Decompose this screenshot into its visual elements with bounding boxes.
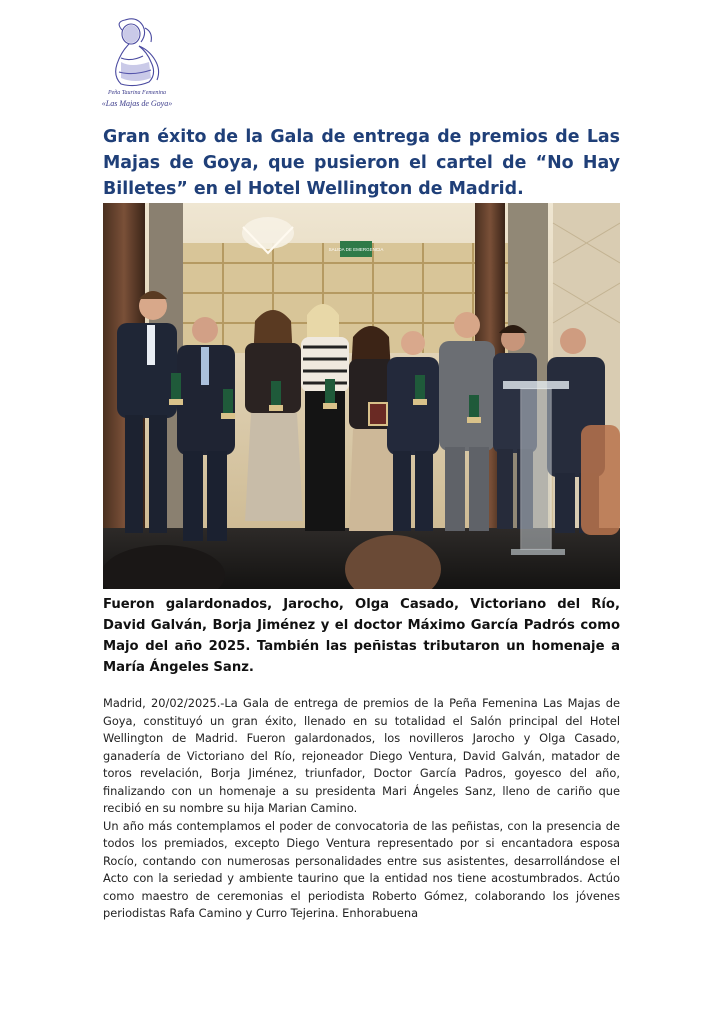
logo-line-2: «Las Majas de Goya» (101, 99, 173, 108)
paragraph-2: Un año más contemplamos el poder de convocatoria de las peñistas, con la presencia de todos los premiados, excepto Diego Ventura representado por si encantadora esposa Rocío, contando con numerosas personalidades entre sus asistentes, desarrollándose el Acto con la seriedad y ambiente taurino que la entidad nos tiene acostumbrados. Actúo como maestro de ceremonias el periodista Roberto Gómez, colaborando los jóvenes periodistas Rafa Camino y Curro Tejerina. Enhorabuena (103, 818, 620, 920)
photo-caption: Fueron galardonados, Jarocho, Olga Casado, Victoriano del Río, David Galván, Borja Jiménez y el doctor Máximo García Padrós como Majo del año 2025. También las peñistas tributaron un homenaje a María Ángeles Sanz. (103, 597, 620, 675)
article-headline: Gran éxito de la Gala de entrega de premios de Las Majas de Goya, que pusieron el cartel de “No Hay Billetes” en el Hotel Wellington de Madrid. (103, 127, 620, 199)
pena-logo (91, 12, 183, 110)
event-photo (103, 203, 620, 589)
emergency-sign: SALIDA DE EMERGENCIA (328, 247, 384, 252)
award-ceremony-photo (103, 203, 620, 589)
article-body (103, 695, 620, 923)
person-4 (301, 304, 349, 531)
maja-figure-logo-icon (91, 12, 183, 92)
paragraph-1: Madrid, 20/02/2025.-La Gala de entrega de premios de la Peña Femenina Las Majas de Goya, constituyó un gran éxito, llenado en su totalidad el Salón principal del Hotel Wellington de Madrid. Fueron galardonados, los novilleros Jarocho y Olga Casado, ganadería de Victoriano del Río, rejoneador Diego Ventura, David Galván, matador de toros revelación, Borja Jiménez, triunfador, Doctor García Padros, goyesco del año, finalizando con un homenaje a su presidenta Mari Ángeles Sanz, lleno de cariño que recibió en su nombre su hija Marian Camino. (103, 696, 620, 815)
logo-line-1: Peña Taurina Femenina (107, 90, 167, 96)
